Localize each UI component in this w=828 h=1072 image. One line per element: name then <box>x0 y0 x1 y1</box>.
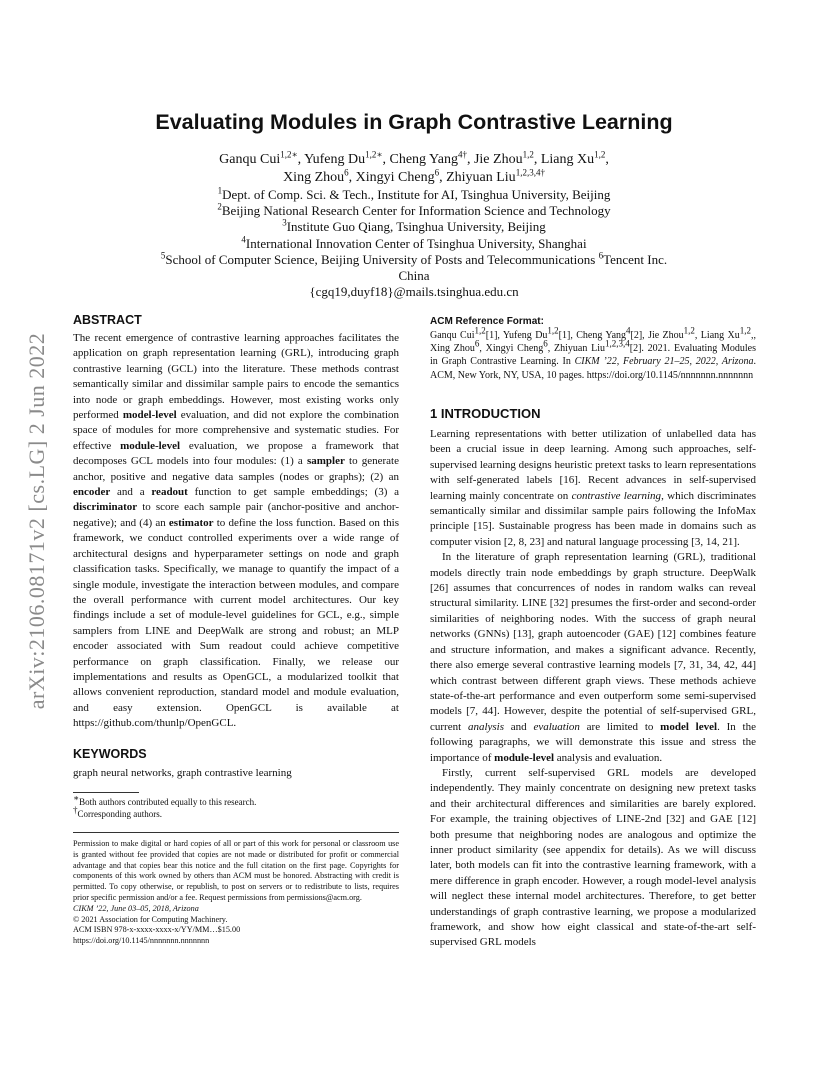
affiliation: $^5$School of Computer Science, Beijing University of Posts and Telecommunications $^6$Tencent Inc. <box>160 250 668 267</box>
arxiv-sidebar <box>22 296 52 746</box>
author: Jie Zhou$^{1,2}$ <box>473 149 534 167</box>
left-column <box>73 313 399 732</box>
permission-notice: Permission to make digital or hard copies of all or part of this work for personal or classroom use is granted without fee provided that copies are not made or distributed for profit or commercial advantage and that copies bear this notice and the full citation on the first page. Copyrights for components of this work owned by others than ACM must be honored. Abstracting with credit is permitted. To copy otherwise, or republish, to post on servers or to redistribute to lists, requires prior specific permission and/or a fee. Request permissions from permissions@acm.org. <box>73 839 399 902</box>
keywords-heading: KEYWORDS <box>73 747 147 761</box>
author: Xing Zhou$^6$ <box>283 167 349 185</box>
conference-info: CIKM ’22, June 03–05, 2018, Arizona <box>73 903 199 913</box>
keywords-text: graph neural networks, graph contrastive learning <box>73 767 292 779</box>
author: Yufeng $Du^{1,2∗}$ <box>304 149 383 167</box>
affiliation-list <box>60 187 768 300</box>
acm-reference <box>430 316 756 382</box>
footnote: ∗Both authors contributed equally to this research. <box>73 793 257 807</box>
keywords-section <box>73 747 399 781</box>
footnotes <box>73 792 399 820</box>
acm-reference-text: Ganqu Cui$^{1,2}$[1], Yufeng Du$^{1,2}$[1], Cheng Yang$^4$[2], Jie Zhou$^{1,2}$, Liang Xu$^{1,2}$,, Xing Zhou$^6$, Xingyi Cheng$^6$, Zhiyuan Liu$^{1,2,3,4}$[2]. 2021. Evaluating Modules in Graph Contrastive Learning. In CIKM ’22, February 21–25, 2022, Arizona. ACM, New York, NY, USA, 10 pages. https://doi.org/10.1145/nnnnnnn.nnnnnnn <box>430 325 757 381</box>
isbn: ACM ISBN 978-x-xxxx-xxxx-x/YY/MM…$15.00 <box>73 925 241 935</box>
introduction-heading: 1 INTRODUCTION <box>430 406 541 421</box>
abstract-heading: ABSTRACT <box>73 313 142 327</box>
author: Liang Xu$^{1,2}$ <box>540 149 606 167</box>
affiliation: $^1$Dept. of Comp. Sci. & Tech., Institute for AI, Tsinghua University, Beijing <box>217 185 611 202</box>
copyright-notice: © 2021 Association for Computing Machinery. <box>73 914 228 924</box>
footnote: †Corresponding authors. <box>73 804 162 819</box>
permission-block <box>73 832 399 947</box>
author: Xingyi Cheng$^6$ <box>355 167 440 185</box>
affiliation: $^2$Beijing National Research Center for Information Science and Technology <box>217 201 611 219</box>
abstract-text: The recent emergence of contrastive learning approaches facilitates the application on graph representation learning (GRL), introducing graph contrastive learning (GCL) into the literature. These methods contrast semantically similar and dissimilar sample pairs to encode the semantics into node or graph embeddings. However, most existing works only performed model-level evaluation, and did not explore the combination space of modules for more comprehensive and systematic studies. For effective module-level evaluation, we propose a framework that decomposes GCL models into four modules: (1) a sampler to generate anchor, positive and negative data samples (nodes or graphs); (2) an encoder and a readout function to get sample embeddings; (3) a discriminator to score each sample pair (anchor-positive and anchor-negative); and (4) an estimator to define the loss function. Based on this framework, we conduct controlled experiments over a wide range of architectural designs and hyperparameter settings on node and graph classification tasks. Specifically, we manage to quantify the impact of a single module, investigate the interaction between modules, and compare the overall performance with current model architectures. Our key findings include a set of module-level guidelines for GCL, e.g., simple samplers from LINE and DeepWalk are strong and robust; an MLP encoder associated with Sum readout could achieve competitive performance on graph classification. Finally, we release our implementations and results as OpenGCL, a modularized toolkit that allows convenient reproduction, standard model and module evaluation, and easy extension. OpenGCL is available at https://github.com/thunlp/OpenGCL. <box>73 332 400 730</box>
author: Zhiyuan Liu$^{1,2,3,4\dagger}$ <box>446 167 545 185</box>
paragraph: Firstly, current self-supervised GRL models are developed independently. They mainly concentrate on designing new pretext tasks and their architectural differences and similarities are barely explored. For example, the training objectives of LINE-2nd [32] and GAE [12] both presume that neighboring nodes are analogous and optimize the inner product similarity (see appendix for details). As we will discuss later, both models can fit into the contrastive learning framework, with a mere difference in graph encoder. However, a rough model-level analysis will neglect these internal model architectures. Therefore, to get better understandings of graph contrastive learning, we propose a modularized framework, and show how eight classical and state-of-the-art self-supervised GRL models <box>430 766 756 949</box>
affiliation: $^3$Institute Guo Qiang, Tsinghua University, Beijing <box>282 218 546 235</box>
acm-reference-heading: ACM Reference Format: <box>430 316 544 327</box>
paragraph: In the literature of graph representation learning (GRL), traditional models directly train node embeddings by graph structure. DeepWalk [26] assumes that concurrences of nodes in random walks can reveal structural similarity. LINE [32] presumes the first-order and second-order similarities of neighboring nodes. With the success of graph neural networks (GNNs) [13], graph autoencoder (GAE) [12] combines feature and structure information, and makes a significant advance. Recently, there also emerge several contrastive learning models [7, 31, 34, 42, 44] which contrast between different graph views. These methods achieve state-of-the-art performance and even outperform some semi-supervised models [7, 44]. However, despite the potential of self-supervised GRL, current analysis and evaluation are limited to model level. In the following paragraphs, we will demonstrate this issue and stress the importance of module-level analysis and evaluation. <box>430 551 756 764</box>
author: Ganqu Cui$^{1,2∗}$ <box>219 149 298 167</box>
author-email: {cgq19,duyf18}@mails.tsinghua.edu.cn <box>309 284 519 300</box>
paragraph: Learning representations with better utilization of unlabelled data has been a crucial issue in deep learning. Among such approaches, self-supervised learning designs heuristic pretext tasks to learn representations with self-generated labels [16]. Recent advances in self-supervised learning mainly concentrate on contrastive learning, which discriminates semantically similar and dissimilar sample pairs following the InfoMax principle [15]. Sustainable progress has been made in domains such as computer vision [2, 8, 23] and natural language processing [3, 14, 21]. <box>430 428 756 548</box>
author-list: Ganqu Cui$^{1,2∗}$, Yufeng $Du^{1,2∗}$, Cheng Yang$^{4\dagger}$, Jie Zhou$^{1,2}$, Liang Xu$^{1,2}$, Xing Zhou$^6$, Xingyi Cheng$^6$, Zhiyuan Liu$^{1,2,3,4\dagger}$ <box>219 149 609 185</box>
author: Cheng Yang$^{4\dagger}$ <box>389 149 467 167</box>
paper-title: Evaluating Modules in Graph Contrastive Learning <box>155 110 673 134</box>
arxiv-identifier: arXiv:2106.08171v2 [cs.LG] 2 Jun 2022 <box>24 332 49 710</box>
affiliation-country: China <box>398 268 430 284</box>
affiliation: $^4$International Innovation Center of Tsinghua University, Shanghai <box>241 234 587 251</box>
doi-link[interactable]: https://doi.org/10.1145/nnnnnnn.nnnnnnn <box>73 936 210 946</box>
introduction-section <box>430 406 756 951</box>
